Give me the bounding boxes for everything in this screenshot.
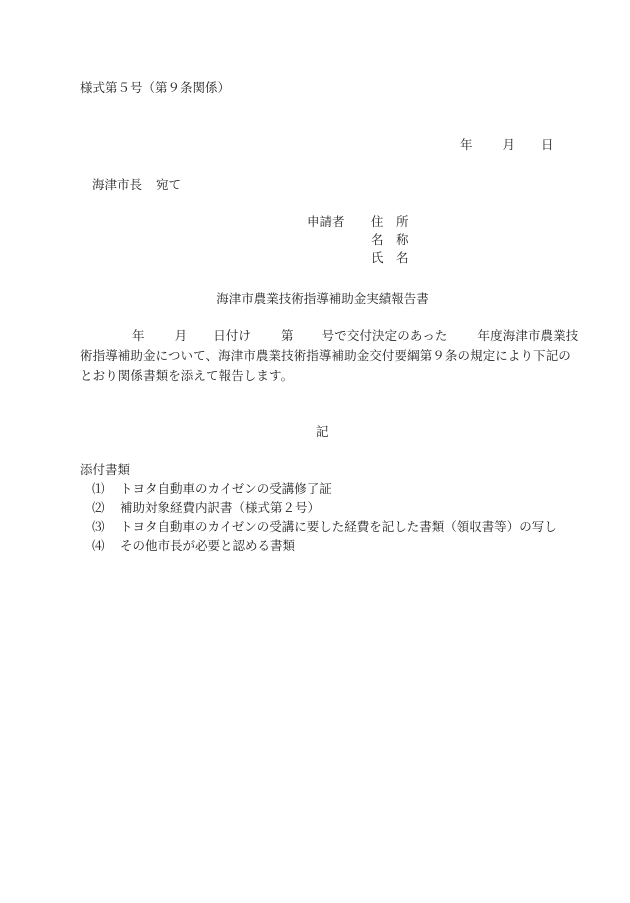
applicant-label: 申請者	[307, 214, 345, 229]
list-item-number: ⑶	[92, 519, 105, 534]
list-item	[80, 517, 580, 536]
list-item-text: その他市長が必要と認める書類	[120, 538, 296, 553]
body-year-word: 年	[132, 328, 145, 343]
applicant-block	[307, 213, 409, 267]
body-month-word: 月	[174, 328, 188, 343]
list-item-number: ⑴	[92, 481, 105, 496]
list-item-text: 補助対象経費内訳書（様式第２号）	[120, 500, 321, 515]
document-title-wrap	[0, 290, 630, 308]
form-number: 様式第５号（第９条関係）	[80, 80, 231, 95]
date-line	[460, 136, 554, 154]
date-month-label: 月	[502, 137, 516, 152]
organization-name-label: 名 称	[371, 232, 409, 248]
addressee	[92, 176, 181, 194]
person-name-label: 氏 名	[371, 250, 409, 266]
list-item	[80, 479, 580, 498]
body-number-suffix: 号で交付決定のあった	[321, 328, 448, 343]
date-year-label: 年	[460, 137, 473, 152]
body-fiscal-year-text: 年度海津市農業技術指導補助金について、海津市農業技術指導補助金交付要綱第９条の規定により下記のとおり関係書類を添えて報告します。	[80, 328, 579, 383]
addressee-suffix: 宛て	[156, 177, 182, 192]
report-body	[80, 326, 580, 386]
list-item-text: トヨタ自動車のカイゼンの受講に要した経費を記した書類（領収書等）の写し	[120, 519, 557, 534]
document-title: 海津市農業技術指導補助金実績報告書	[216, 291, 429, 306]
body-date-suffix: 日付け	[213, 328, 252, 343]
addressee-name: 海津市長	[92, 177, 143, 192]
attachments-list	[80, 479, 580, 555]
body-number-prefix: 第	[281, 328, 294, 343]
list-item-number: ⑷	[92, 538, 105, 553]
list-item	[80, 536, 580, 555]
list-item-number: ⑵	[92, 500, 105, 515]
date-day-label: 日	[541, 137, 554, 152]
list-item-text: トヨタ自動車のカイゼンの受講修了証	[120, 481, 332, 496]
list-item	[80, 498, 580, 517]
attachments-heading: 添付書類	[80, 462, 131, 477]
address-label: 住 所	[371, 214, 409, 229]
ki-heading: 記	[316, 424, 329, 439]
